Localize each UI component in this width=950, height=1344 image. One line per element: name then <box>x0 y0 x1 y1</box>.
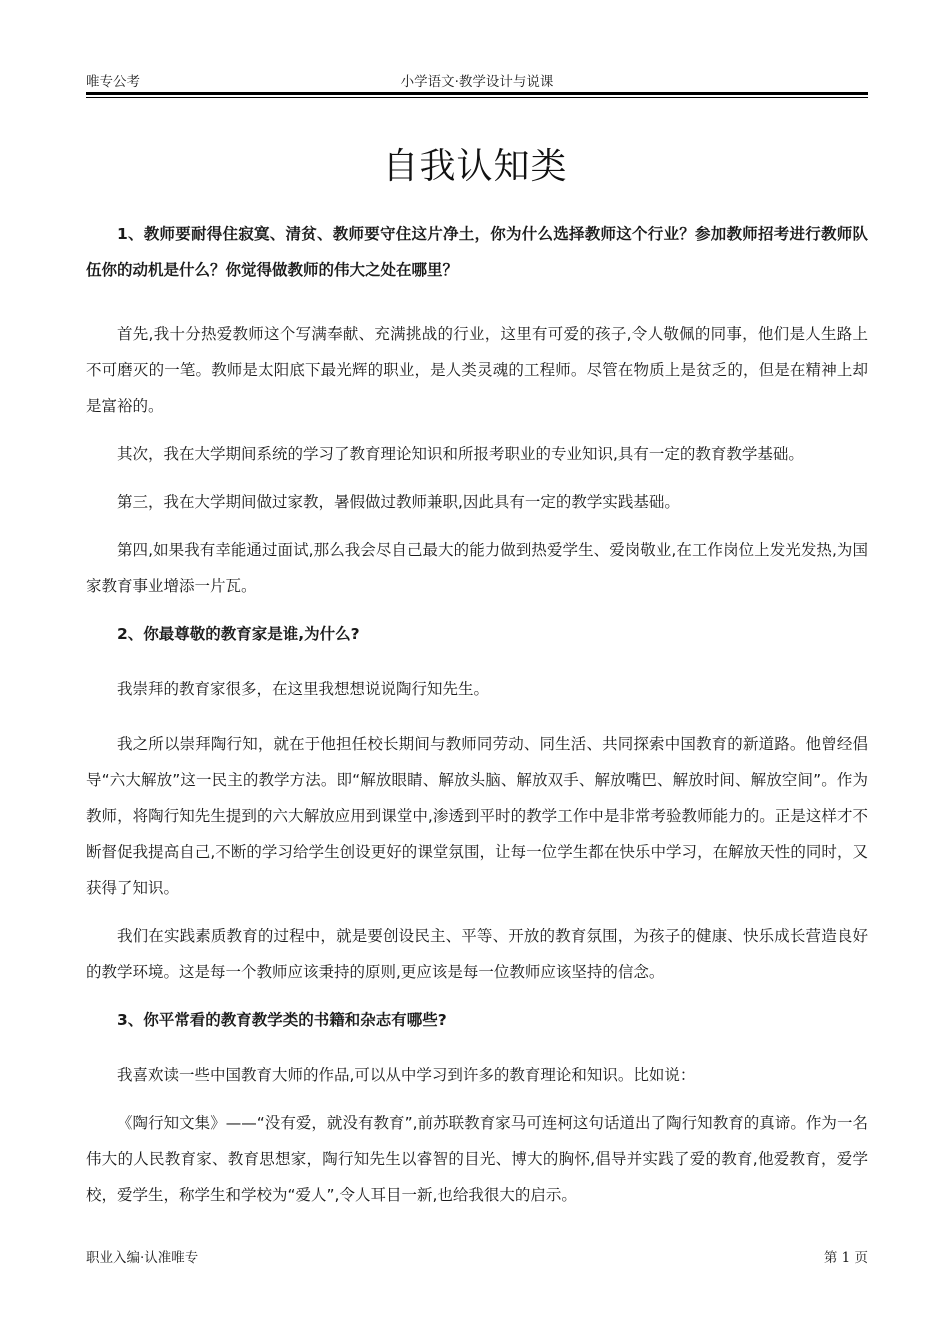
question-heading: 1、教师要耐得住寂寞、清贫、教师要守住这片净土，你为什么选择教师这个行业？参加教师招考进行教师队伍你的动机是什么？你觉得做教师的伟大之处在哪里？ <box>86 225 868 279</box>
answer-paragraph: 我之所以崇拜陶行知，就在于他担任校长期间与教师同劳动、同生活、共同探索中国教育的新道路。他曾经倡导“六大解放”这一民主的教学方法。即“解放眼睛、解放头脑、解放双手、解放嘴巴、解放时间、解放空间”。作为教师，将陶行知先生提到的六大解放应用到课堂中,渗透到平时的教学工作中是非常考验教师能力的。正是这样才不断督促我提高自己,不断的学习给学生创设更好的课堂氛围，让每一位学生都在快乐中学习，在解放天性的同时，又获得了知识。 <box>86 735 868 897</box>
answer-paragraph: 第三，我在大学期间做过家教，暑假做过教师兼职,因此具有一定的教学实践基础。 <box>117 493 680 511</box>
answer-paragraph: 我崇拜的教育家很多，在这里我想想说说陶行知先生。 <box>117 680 490 698</box>
answer-paragraph: 我们在实践素质教育的过程中，就是要创设民主、平等、开放的教育氛围，为孩子的健康、快乐成长营造良好的教学环境。这是每一个教师应该秉持的原则,更应该是每一位教师应该坚持的信念。 <box>86 927 868 981</box>
header-document-title: 小学语文·教学设计与说课 <box>400 74 554 90</box>
header-brand: 唯专公考 <box>86 74 140 90</box>
answer-paragraph: 第四,如果我有幸能通过面试,那么我会尽自己最大的能力做到热爱学生、爱岗敬业,在工作岗位上发光发热,为国家教育事业增添一片瓦。 <box>86 541 868 595</box>
page-header <box>86 70 868 90</box>
page-number: 第 1 页 <box>823 1250 868 1266</box>
header-divider-thick <box>86 92 868 95</box>
document-body <box>86 216 868 1213</box>
answer-paragraph: 其次，我在大学期间系统的学习了教育理论知识和所报考职业的专业知识,具有一定的教育教学基础。 <box>117 445 804 463</box>
answer-paragraph: 《陶行知文集》——“没有爱，就没有教育”,前苏联教育家马可连柯这句话道出了陶行知教育的真谛。作为一名伟大的人民教育家、教育思想家，陶行知先生以睿智的目光、博大的胸怀,倡导并实践了爱的教育,他爱教育，爱学校，爱学生，称学生和学校为“爱人”,令人耳目一新,也给我很大的启示。 <box>86 1114 868 1204</box>
page-title: 自我认知类 <box>382 146 568 187</box>
footer-slogan: 职业入编·认准唯专 <box>86 1250 199 1266</box>
answer-paragraph: 我喜欢读一些中国教育大师的作品,可以从中学习到许多的教育理论和知识。比如说： <box>117 1066 696 1084</box>
question-heading: 2、你最尊敬的教育家是谁,为什么? <box>117 625 360 643</box>
question-heading: 3、你平常看的教育教学类的书籍和杂志有哪些? <box>117 1011 447 1029</box>
header-divider-thin <box>86 97 868 98</box>
answer-paragraph: 首先,我十分热爱教师这个写满奉献、充满挑战的行业，这里有可爱的孩子,令人敬佩的同事，他们是人生路上不可磨灭的一笔。教师是太阳底下最光辉的职业，是人类灵魂的工程师。尽管在物质上是贫乏的，但是在精神上却是富裕的。 <box>86 325 868 415</box>
